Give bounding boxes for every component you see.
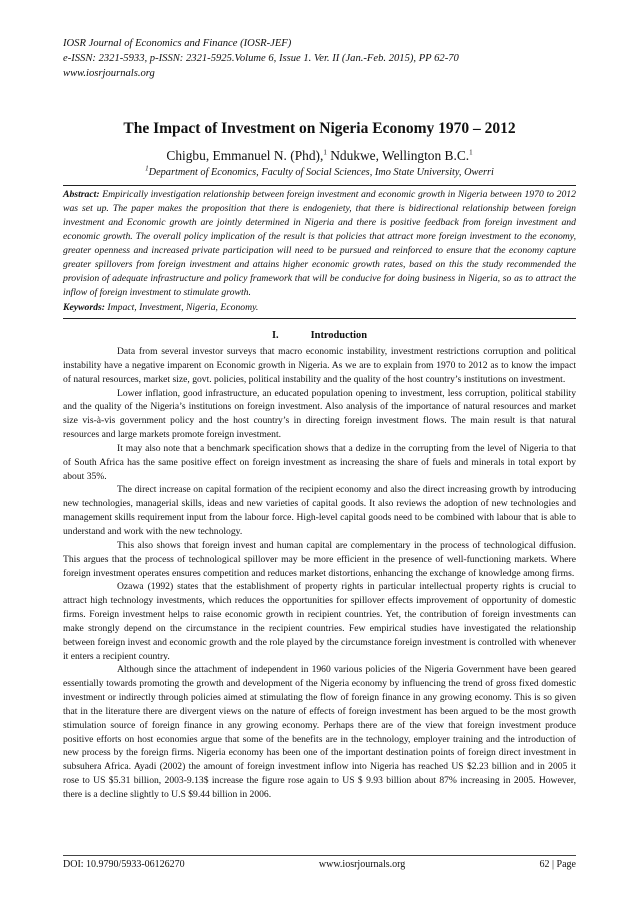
- keywords-text: Impact, Investment, Nigeria, Economy.: [104, 302, 259, 313]
- section-heading: [63, 330, 576, 341]
- abstract-text: Empirically investigation relationship between foreign investment and economic growth in Nigeria between 1970 to 2012 was set up. The paper makes the proposition that there is endogeniety, that there is bidirectional relationship between foreign investment and Economic growth are jointly determined in Nigeria and there is positive feedback from foreign investment and economic growth. The overall policy implication of the result is that policies that attract more foreign investment to the economy, greater openness and increased private participation will need to be pursued and reinforced to ensure that the economy capture greater spillovers from foreign investment and attains higher economic growth rates, based on this the study recommended the provision of adequate infrastructure and policy framework that will be conducive for doing business in Nigeria, so as to attract the inflow of foreign investment to stimulate growth.: [63, 189, 576, 298]
- author-1: Chigbu, Emmanuel N. (Phd),: [166, 148, 324, 163]
- footer-page-number: 62 | Page: [539, 859, 576, 870]
- abstract-top-rule: [63, 185, 576, 186]
- abstract-bottom-rule: [63, 318, 576, 319]
- paper-authors: [63, 148, 576, 164]
- footer-doi: DOI: 10.9790/5933-06126270: [63, 859, 185, 870]
- abstract: [63, 188, 576, 300]
- paragraph: The direct increase on capital formation of the recipient economy and also the direct increasing growth by introducing new technologies, managerial skills, ideas and new varieties of capital goods. It also reviews the adoption of new technologies and management skills requirement input from the labour force. High-level capital goods need to be combined with labour that is able to understand and work with the new technology.: [63, 484, 576, 537]
- paragraph: Lower inflation, good infrastructure, an educated population opening to investment, less corruption, political stability and the quality of the Nigeria’s institutions on foreign investment. Also analysis of the importance of natural resources and market size vis-à-vis government policy and the host country’s in directing foreign investment flows. The main result is that natural resources and large markets promote foreign investment.: [63, 387, 576, 441]
- footer-rule: [63, 855, 576, 856]
- journal-header: [63, 36, 576, 81]
- author-2: Ndukwe, Wellington B.C.: [326, 148, 470, 163]
- paragraph: Although since the attachment of independent in 1960 various policies of the Nigeria Government have been geared essentially towards promoting the growth and development of the Nigeria economy by influencing the trend of gross fixed domestic investment or indirectly through policies aimed at stimulating the flow of foreign finance in any growing economy. This is so given that in the literature there are divergent views on the nature of effects of foreign investment has been argued to be the most growth stimulation source of foreign finance in any growing economy. Perhaps there are of the view that foreign investment produce positive efforts on host economies argue that some of the benefits are in the technology, employer training and the introduction of new process by the foreign firms. Nigeria economy has been one of the important destination points of foreign direct investment in subsuhera Africa. Ayadi (2002) the amount of foreign investment inflow into Nigeria has reached US $2.23 billion and in 2005 it rose to US $5.31 billion, 2003-9.13$ increase the figure rose again to US $ 9.93 billion about 87% increasing in 2005. However, there is a decline slightly to U.S $9.44 billion in 2006.: [63, 664, 576, 800]
- affiliation-text: Department of Economics, Faculty of Social Sciences, Imo State University, Owerri: [148, 167, 494, 178]
- paragraph: This also shows that foreign invest and human capital are complementary in the process of technological diffusion. This argues that the process of technological spillover may be more efficient in the presence of well-functioning markets. Where foreign investment operates ensures competition and reduces market distortions, enhancing the exchange of knowledge among firms.: [63, 539, 576, 579]
- footer-site[interactable]: www.iosrjournals.org: [318, 859, 406, 870]
- paper-title: The Impact of Investment on Nigeria Economy 1970 – 2012: [123, 120, 516, 137]
- journal-url[interactable]: www.iosrjournals.org: [63, 68, 155, 79]
- section-title: Introduction: [310, 330, 368, 341]
- page-footer: [63, 859, 576, 870]
- author-1-affil-mark: 1: [323, 148, 327, 157]
- keywords: [63, 301, 576, 315]
- paper-affiliation: [63, 164, 576, 178]
- paragraph: Ozawa (1992) states that the establishment of property rights in particular intellectual property rights is crucial to attract high technology investments, which reduces the opportunities for spillover effects improvement of opportunity of domestic firms. Foreign investment helps to raise economic growth in recipient countries. Yet, the contribution of foreign investments can make strongly depend on the circumstance in the recipient countries. Few empirical studies have investigated the relationship between foreign invest and economic growth and the role played by the circumstance foreign investment is controlled with whenever it enters a recipient country.: [63, 581, 576, 662]
- introduction-body: [63, 345, 576, 802]
- author-2-affil-mark: 1: [469, 148, 473, 157]
- paragraph: Data from several investor surveys that macro economic instability, investment restrictions corruption and political instability have a negative imparent on Economic growth in Nigeria. As we are to explain from 1970 to 2012 as to know the impact of natural resources, market size, govt. policies, political instability and the quality of the host country’s institutions on investment.: [63, 346, 576, 385]
- affiliation-mark: 1: [145, 164, 149, 173]
- abstract-label: Abstract:: [63, 189, 100, 200]
- section-number: I.: [271, 330, 279, 341]
- paragraph: It may also note that a benchmark specification shows that a dedize in the corrupting from the level of Nigeria to that of South Africa has the same positive effect on foreign investment as increasing the share of fuels and minerals in total export by about 35%.: [63, 442, 576, 482]
- journal-name: IOSR Journal of Economics and Finance (IOSR-JEF): [63, 38, 292, 49]
- journal-issn: e-ISSN: 2321-5933, p-ISSN: 2321-5925.Volume 6, Issue 1. Ver. II (Jan.-Feb. 2015), PP 62-70: [63, 53, 459, 64]
- keywords-label: Keywords:: [63, 302, 105, 313]
